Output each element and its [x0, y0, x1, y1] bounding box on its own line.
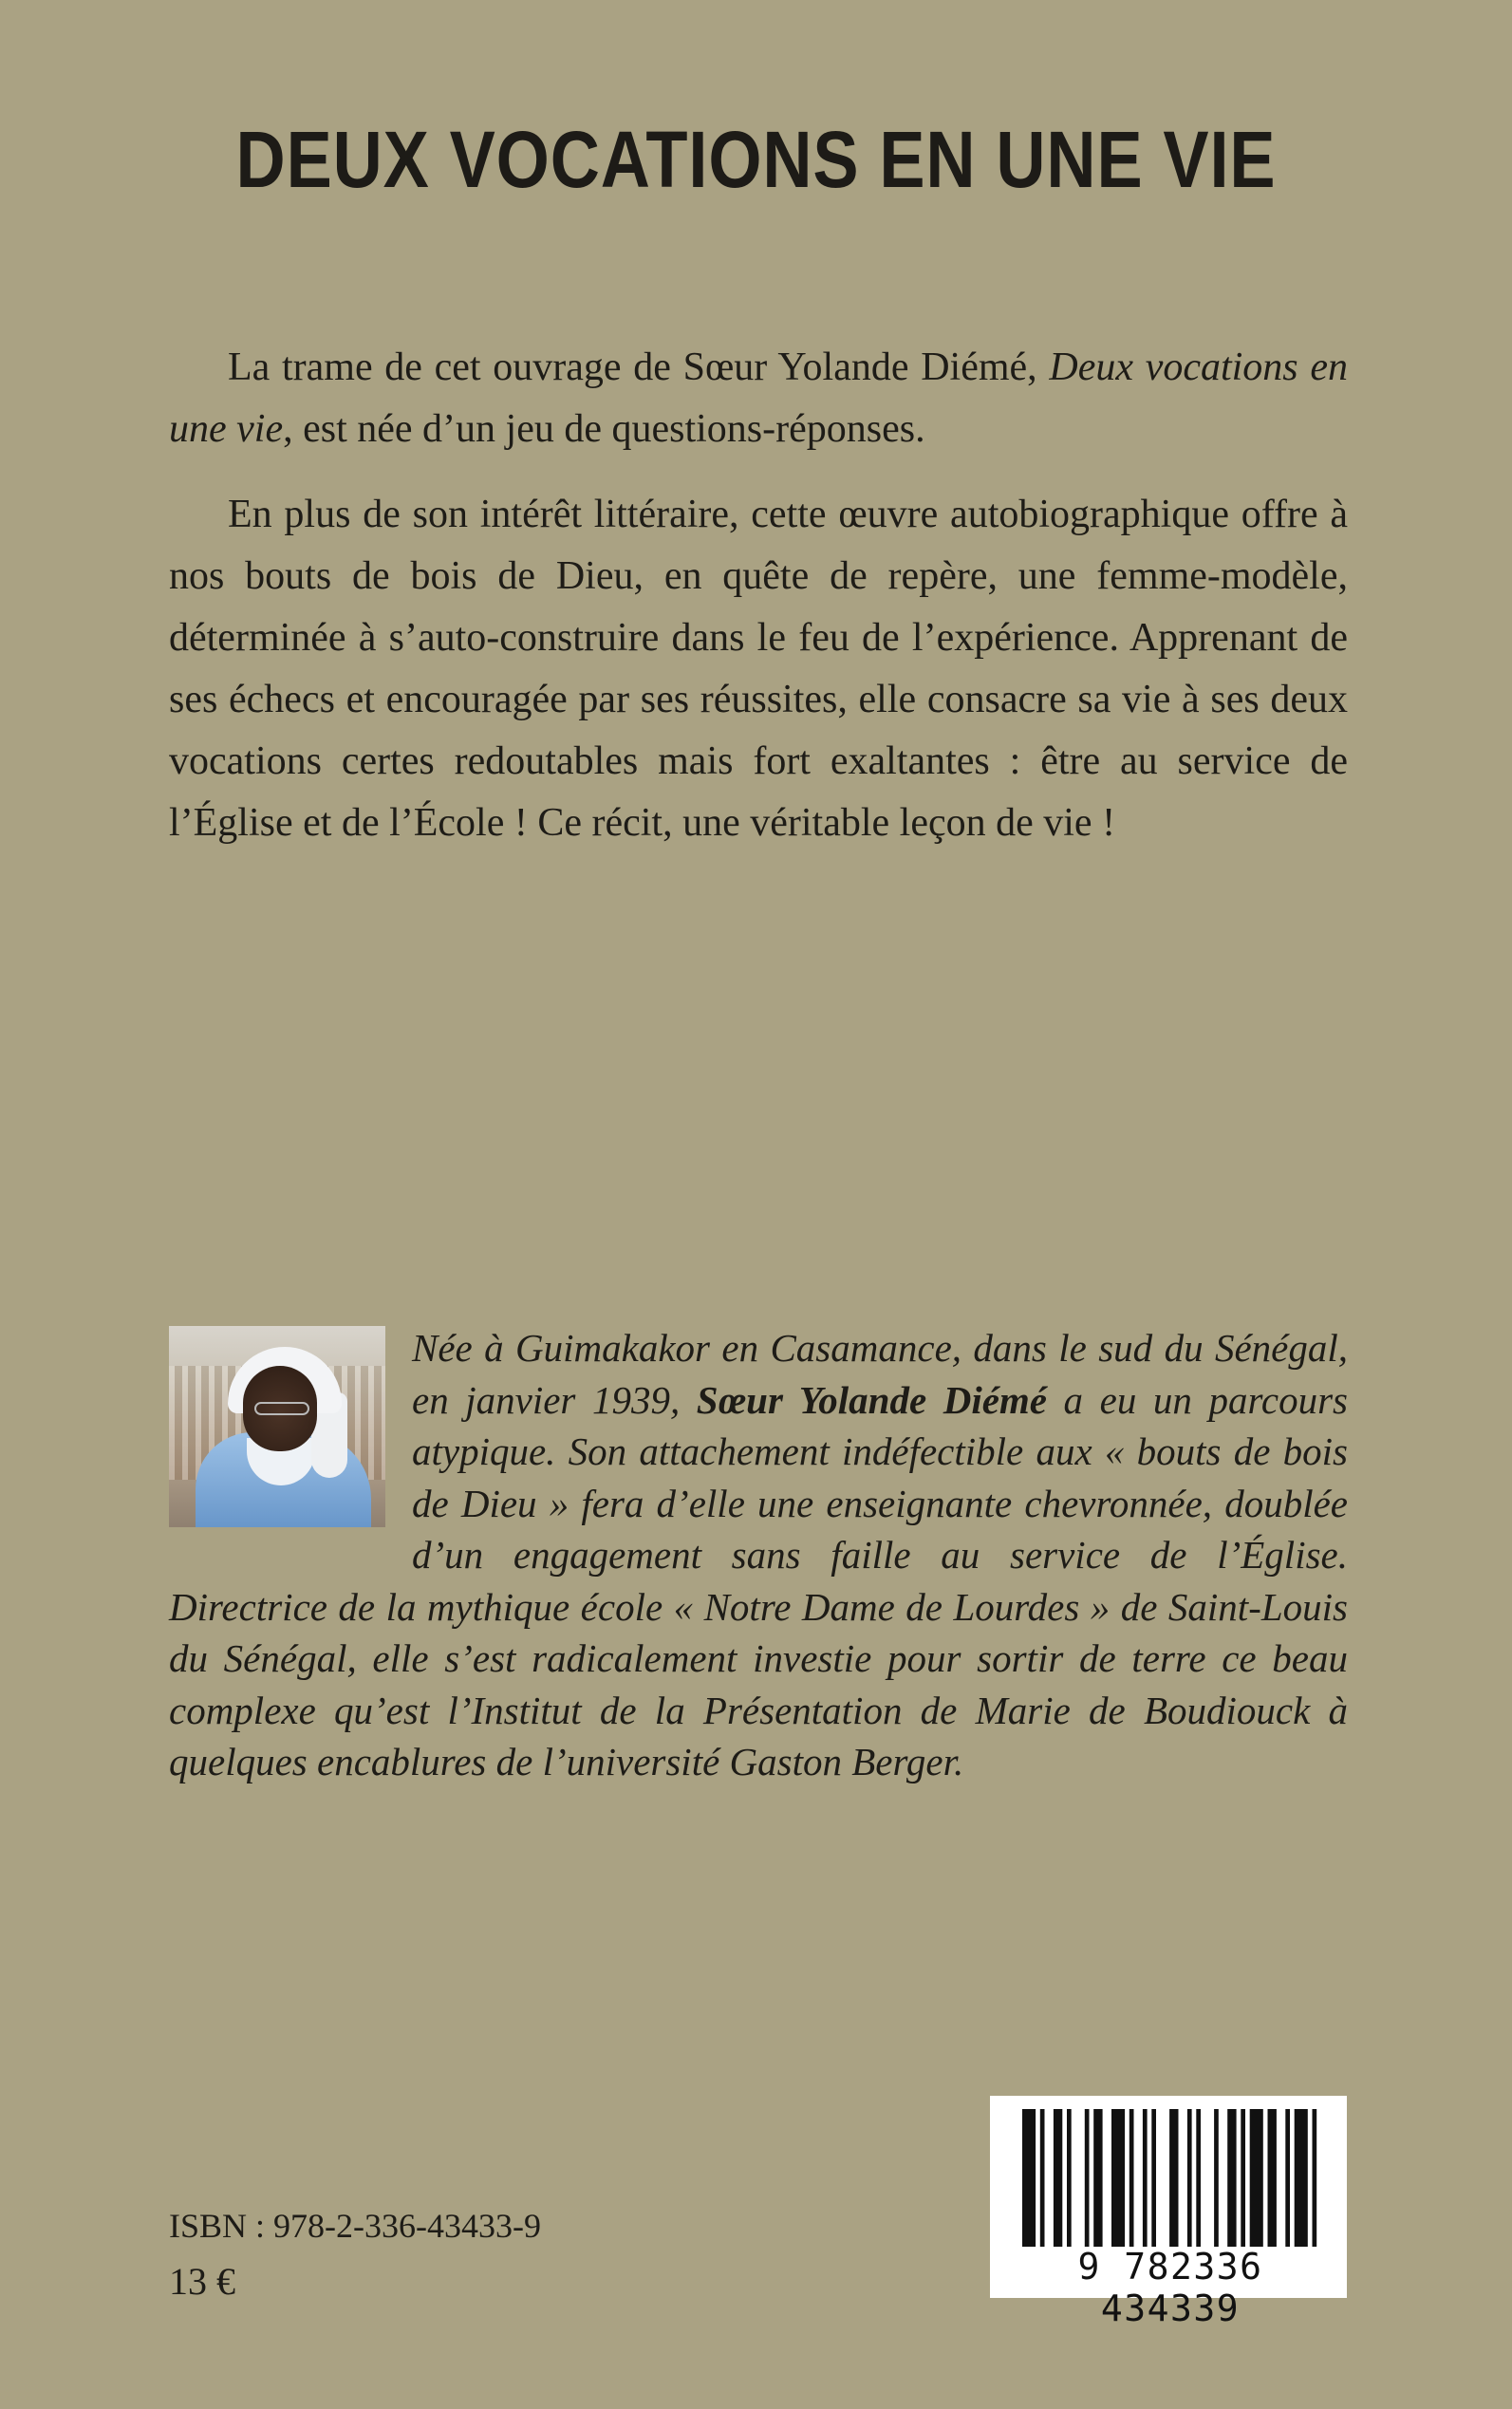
summary-text: , est née d’un jeu de questions-réponses.: [283, 407, 925, 451]
author-bio: [169, 1322, 1348, 1788]
barcode-bar: [1054, 2109, 1062, 2247]
barcode-bar: [1067, 2109, 1072, 2247]
barcode-bar: [1214, 2109, 1219, 2247]
barcode-bar: [1268, 2109, 1277, 2247]
summary-paragraph-2: En plus de son intérêt littéraire, cette œuvre autobiographique offre à nos bouts de bois de Dieu, en quête de repère, une femme-modèle, déterminée à s’auto-construire dans le feu de l’expérience. Apprenant de ses échecs et encouragée par ses réussites, elle consacre sa vie à ses deux vocations certes redoutables mais fort exaltantes : être au service de l’Église et de l’École ! Ce récit, une véritable leçon de vie !: [169, 493, 1348, 845]
author-photo: [169, 1326, 385, 1527]
barcode-bar: [1285, 2109, 1290, 2247]
barcode-bar: [1313, 2109, 1317, 2247]
barcode-bar: [1250, 2109, 1263, 2247]
barcode-bar: [1227, 2109, 1236, 2247]
barcode-bar: [1187, 2109, 1192, 2247]
barcode-bar: [1295, 2109, 1308, 2247]
book-summary: [169, 337, 1348, 878]
bio-text: a eu un parcours atypique. Son attachement indéfectible aux « bouts de bois de Dieu » fera d’elle une enseignante chevronnée, doublée d’un engagement sans faille au service de l’Église. Directrice de la mythique école « Notre Dame de Lourdes » de Saint-Louis du Sénégal, elle s’est radicalement investie pour sortir de terre ce beau complexe qu’est l’Institut de la Présentation de Marie de Boudiouck à quelques encablures de l’université Gaston Berger.: [169, 1377, 1348, 1783]
barcode-bar: [1040, 2109, 1045, 2247]
author-name: Sœur Yolande Diémé: [696, 1377, 1047, 1422]
barcode-bar: [1196, 2109, 1201, 2247]
bio-text: Née à Guimakakor en Casamance, dans le sud du Sénégal, en janvier 1939,: [412, 1326, 1348, 1422]
isbn-number: ISBN : 978-2-336-43433-9: [169, 2207, 541, 2245]
barcode-bar: [1151, 2109, 1156, 2247]
barcode-bar: [1085, 2109, 1090, 2247]
barcode-bar: [1111, 2109, 1125, 2247]
book-price: 13 €: [169, 2260, 235, 2303]
photo-glasses: [254, 1402, 309, 1415]
barcode-bar: [1143, 2109, 1148, 2247]
summary-book-title-italic: Deux vocations en une vie: [169, 345, 1348, 451]
barcode-bar: [1022, 2109, 1036, 2247]
book-title: DEUX VOCATIONS EN UNE VIE: [235, 115, 1277, 204]
barcode-bar: [1129, 2109, 1134, 2247]
barcode-bar: [1169, 2109, 1178, 2247]
barcode-bar: [1241, 2109, 1245, 2247]
barcode: [990, 2096, 1347, 2329]
summary-text: La trame de cet ouvrage de Sœur Yolande Diémé,: [228, 345, 1050, 389]
barcode-digits: 9 782336 434339: [1077, 2246, 1263, 2329]
summary-paragraph-1: [169, 337, 1348, 460]
barcode-bar: [1093, 2109, 1102, 2247]
